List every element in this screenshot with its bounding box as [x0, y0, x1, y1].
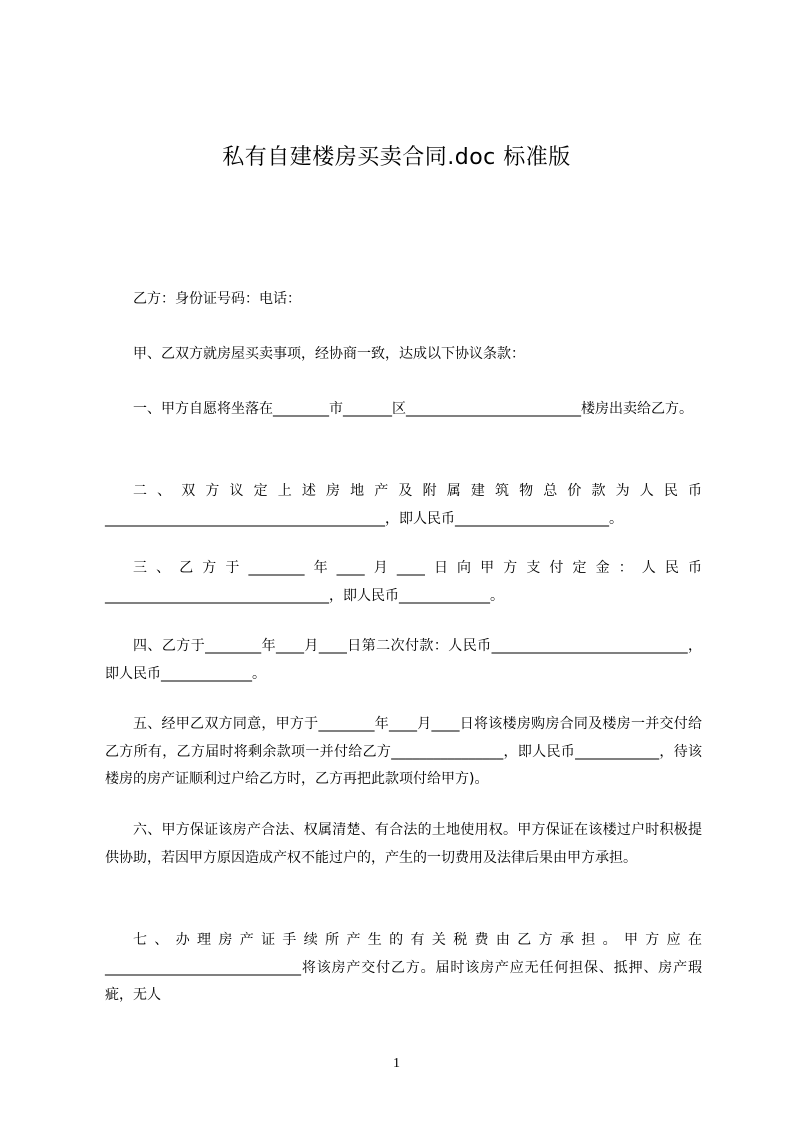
intro-text: 甲、乙双方就房屋买卖事项，经协商一致，达成以下协议条款：	[133, 346, 525, 362]
clause-6	[105, 817, 702, 872]
document-title: 私有自建楼房买卖合同.doc 标准版	[222, 145, 571, 170]
clause-4	[105, 633, 702, 688]
clause-3	[105, 555, 702, 610]
intro-paragraph	[105, 341, 702, 369]
clause-5-text: 五、经甲乙双方同意，甲方于________年____月____日将该楼房购房合同及楼房一并交付给乙方所有，乙方届时将剩余款项一并付给乙方________________，即人民币____________，待该楼房的房产证顺利过户给乙方时，乙方再把此款项付给甲方)。	[105, 716, 702, 787]
party-b-text: 乙方：身份证号码：电话：	[133, 291, 301, 307]
page-number: 1	[393, 1056, 400, 1071]
clause-4-text: 四、乙方于________年____月____日第二次付款：人民币____________________________，即人民币_____________。	[105, 638, 702, 682]
clause-3-text: 三、乙方于________年____月____日向甲方支付定金：人民币________________________________，即人民币_____________。	[105, 560, 702, 604]
clause-1	[105, 396, 702, 424]
clause-6-text: 六、甲方保证该房产合法、权属清楚、有合法的土地使用权。甲方保证在该楼过户时积极提供协助，若因甲方原因造成产权不能过户的，产生的一切费用及法律后果由甲方承担。	[105, 822, 702, 866]
clause-7-text: 七、办理房产证手续所产生的有关税费由乙方承担。甲方应在____________________________将该房产交付乙方。届时该房产应无任何担保、抵押、房产瑕疵，无人	[105, 932, 702, 1003]
clause-2	[105, 478, 702, 533]
party-b-line	[105, 286, 702, 314]
clause-1-text: 一、甲方自愿将坐落在________市_______区_________________________楼房出卖给乙方。	[133, 401, 693, 417]
clause-5	[105, 711, 702, 794]
clause-2-text: 二、双方议定上述房地产及附属建筑物总价款为人民币________________________________________，即人民币______________________。	[105, 483, 702, 527]
clause-7	[105, 927, 702, 1010]
